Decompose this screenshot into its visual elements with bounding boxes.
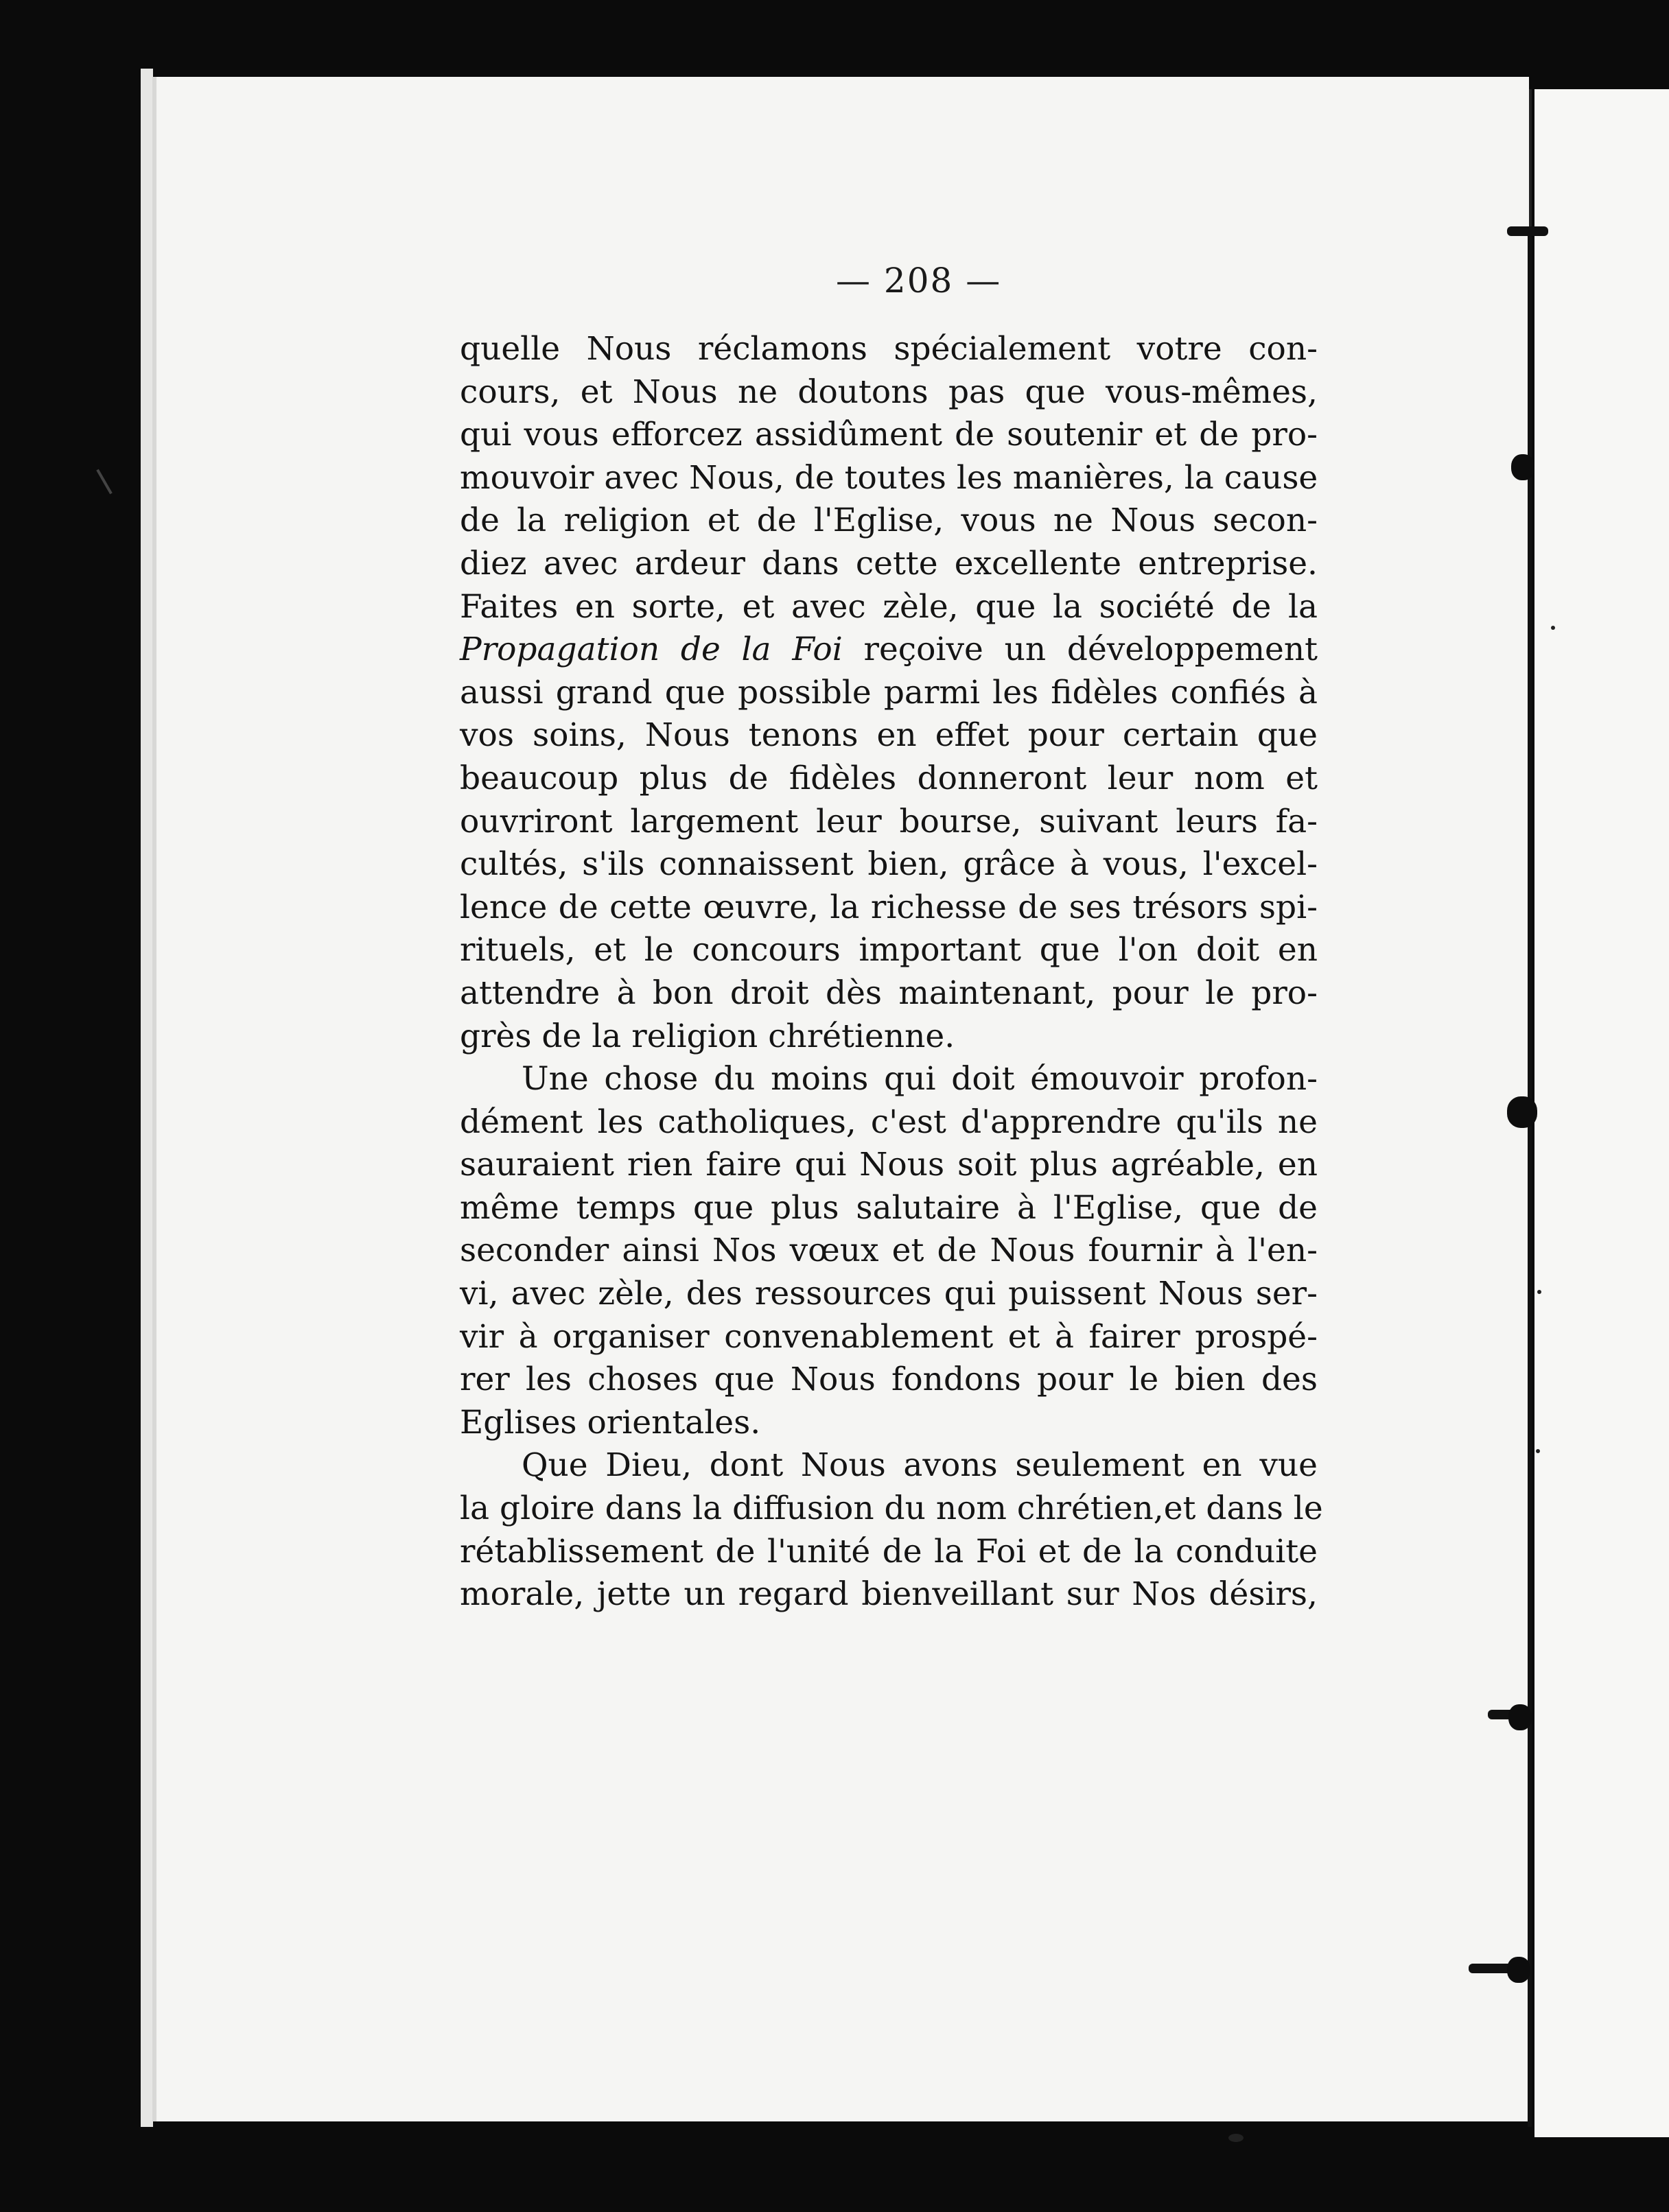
text-line: cours, et Nous ne doutons pas que vous-mêmes, bbox=[460, 373, 1318, 411]
text-line: même temps que plus salutaire à l'Eglise, que de bbox=[460, 1188, 1318, 1227]
text-line: ouvriront largement leur bourse, suivant leurs fa- bbox=[460, 802, 1318, 840]
adjacent-page-leaf bbox=[1534, 89, 1669, 2137]
text-line: Que Dieu, dont Nous avons seulement en vue bbox=[522, 1446, 1318, 1485]
text-line: Une chose du moins qui doit émouvoir profon- bbox=[522, 1060, 1318, 1098]
text-line: cultés, s'ils connaissent bien, grâce à vous, l'excel- bbox=[460, 845, 1318, 884]
text-line: rer les choses que Nous fondons pour le bien des bbox=[460, 1361, 1318, 1399]
text-line: rétablissement de l'unité de la Foi et de la conduite bbox=[460, 1532, 1318, 1570]
text-line-with-italic: Propagation de la Foi reçoive un développement bbox=[460, 631, 1318, 669]
scan-speck bbox=[1537, 1290, 1541, 1294]
binding-thread bbox=[1528, 226, 1532, 2127]
text-line: attendre à bon droit dès maintenant, pour le pro- bbox=[460, 974, 1318, 1012]
text-line: lence de cette œuvre, la richesse de ses trésors spi- bbox=[460, 888, 1318, 926]
text-line: morale, jette un regard bienveillant sur Nos désirs, bbox=[460, 1575, 1318, 1614]
text-line: la gloire dans la diffusion du nom chrétien,et dans le bbox=[460, 1490, 1323, 1528]
binding-thread-top bbox=[1529, 89, 1532, 233]
text-line: quelle Nous réclamons spécialement votre con- bbox=[460, 330, 1318, 368]
binding-stitch bbox=[1507, 226, 1548, 236]
text-line: beaucoup plus de fidèles donneront leur nom et bbox=[460, 759, 1318, 797]
page-left-edge bbox=[141, 69, 153, 2127]
text-line: sauraient rien faire qui Nous soit plus agréable, en bbox=[460, 1146, 1318, 1184]
binding-knot bbox=[1508, 1704, 1532, 1730]
binding-knot bbox=[1507, 1096, 1537, 1128]
scan-speck bbox=[1228, 2134, 1244, 2142]
binding-knot bbox=[1507, 1957, 1530, 1983]
text-line: diez avec ardeur dans cette excellente entreprise. bbox=[460, 544, 1318, 583]
text-line: grès de la religion chrétienne. bbox=[460, 1017, 955, 1055]
text-line: rituels, et le concours important que l'on doit en bbox=[460, 931, 1318, 969]
page-number: — 208 — bbox=[836, 261, 1002, 301]
text-line: aussi grand que possible parmi les fidèles confiés à bbox=[460, 673, 1318, 711]
scan-scratch bbox=[96, 469, 112, 495]
italic-title: Propagation de la Foi bbox=[460, 631, 843, 669]
text-line: vi, avec zèle, des ressources qui puissent Nous ser- bbox=[460, 1275, 1318, 1313]
text-line: mouvoir avec Nous, de toutes les manières, la cause bbox=[460, 458, 1318, 497]
text-line: vos soins, Nous tenons en effet pour certain que bbox=[460, 716, 1318, 755]
scan-speck bbox=[1536, 1449, 1540, 1453]
text-line: de la religion et de l'Eglise, vous ne Nous secon- bbox=[460, 502, 1318, 540]
text-line: seconder ainsi Nos vœux et de Nous fournir à l'en- bbox=[460, 1232, 1318, 1270]
body-text bbox=[460, 328, 1323, 1616]
scan-speck bbox=[1551, 626, 1555, 630]
text-line: qui vous efforcez assidûment de soutenir et de pro- bbox=[460, 416, 1318, 454]
text-line: dément les catholiques, c'est d'apprendre qu'ils ne bbox=[460, 1103, 1318, 1141]
text-line: Faites en sorte, et avec zèle, que la société de la bbox=[460, 587, 1318, 626]
text-line: Eglises orientales. bbox=[460, 1403, 761, 1442]
binding-knot bbox=[1511, 454, 1534, 480]
text-line: vir à organiser convenablement et à fairer prospé- bbox=[460, 1317, 1318, 1356]
